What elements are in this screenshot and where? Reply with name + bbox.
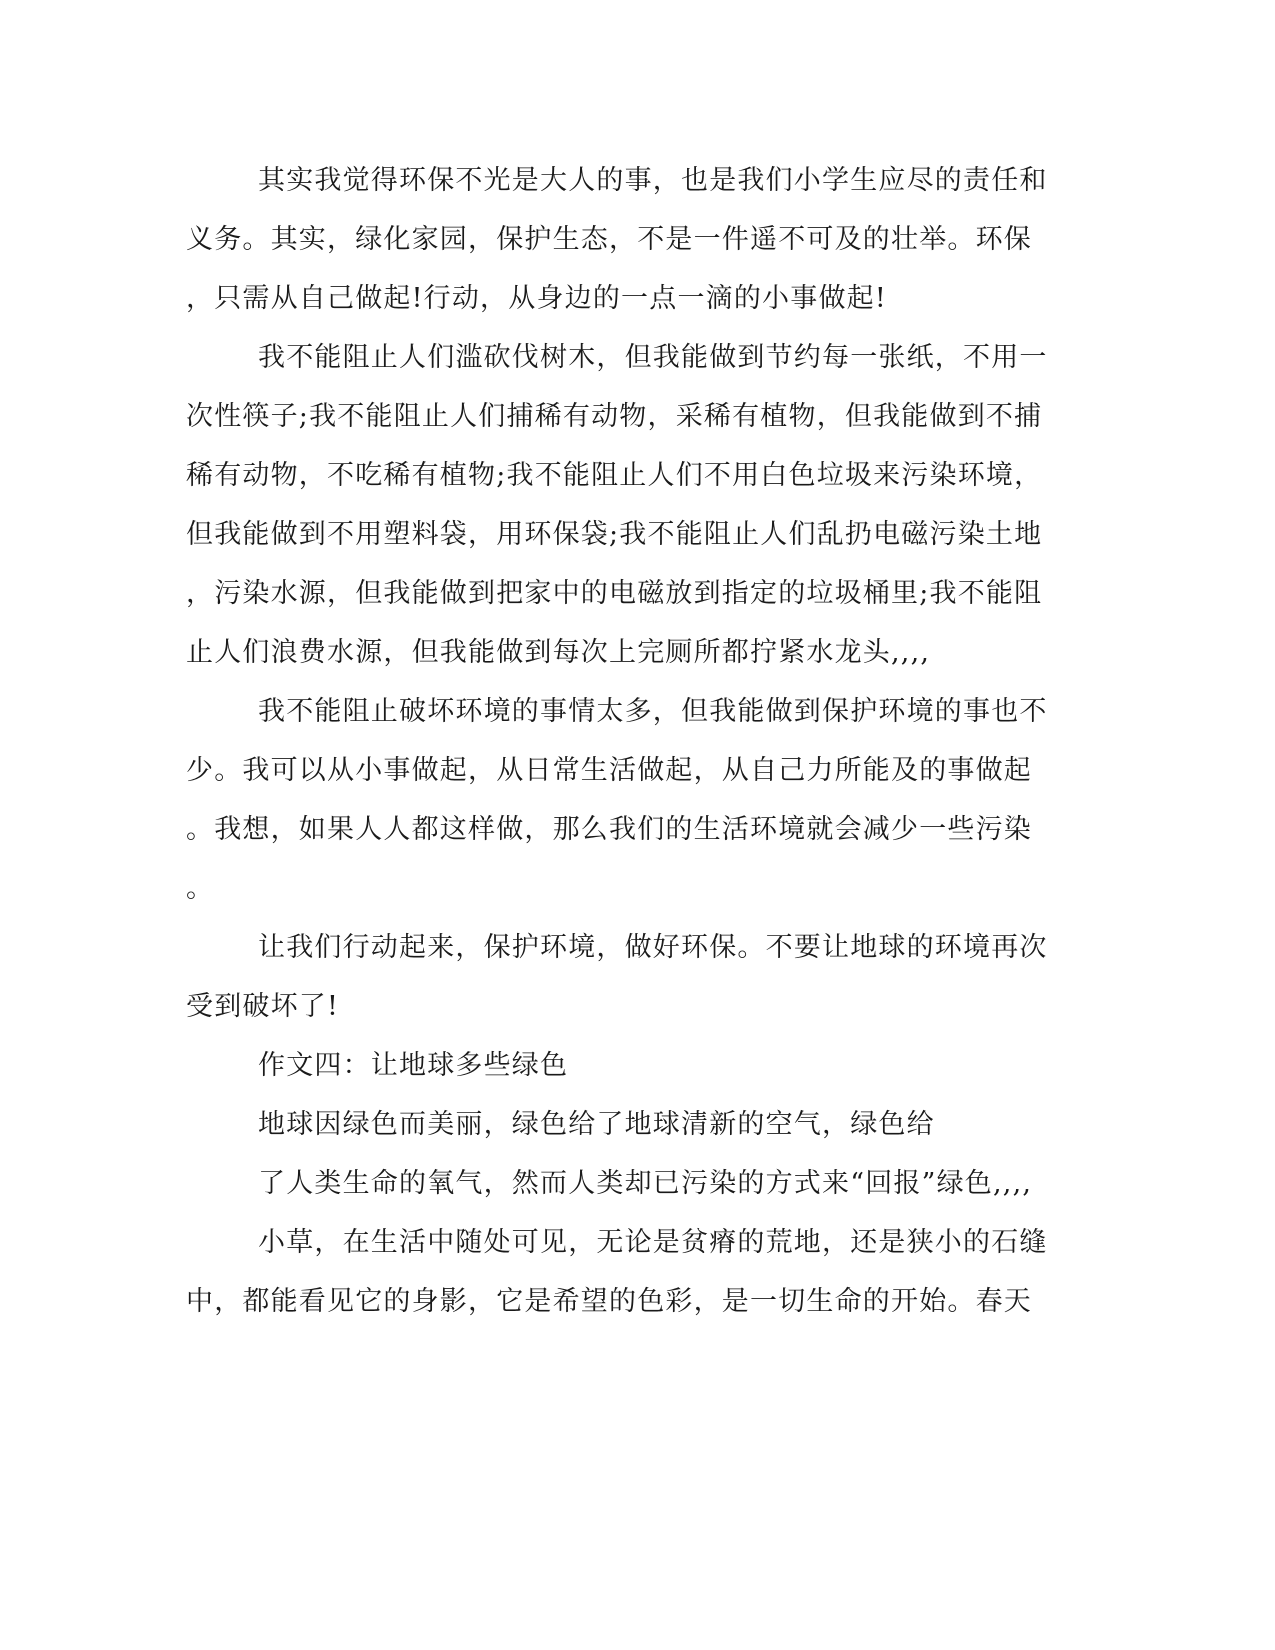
text-line: 止人们浪费水源，但我能做到每次上完厕所都拧紧水龙头,,,,: [186, 637, 931, 668]
text-line: 让我们行动起来，保护环境，做好环保。不要让地球的环境再次: [258, 932, 1048, 963]
text-line: 了人类生命的氧气，然而人类却已污染的方式来“回报”绿色,,,,: [258, 1168, 1033, 1199]
text-line: ，污染水源，但我能做到把家中的电磁放到指定的垃圾桶里;我不能阻: [186, 578, 1043, 609]
text-line: 义务。其实，绿化家园，保护生态，不是一件遥不可及的壮举。环保: [186, 224, 1032, 255]
text-line: 少。我可以从小事做起，从日常生活做起，从自己力所能及的事做起: [186, 755, 1032, 786]
text-line: 。我想，如果人人都这样做，那么我们的生活环境就会减少一些污染: [186, 814, 1032, 845]
text-line: 我不能阻止破坏环境的事情太多，但我能做到保护环境的事也不: [258, 696, 1048, 727]
text-line: 小草，在生活中随处可见，无论是贫瘠的荒地，还是狭小的石缝: [258, 1227, 1048, 1258]
text-line: 中，都能看见它的身影，它是希望的色彩，是一切生命的开始。春天: [186, 1286, 1032, 1317]
text-line: 稀有动物，不吃稀有植物;我不能阻止人们不用白色垃圾来污染环境，: [186, 460, 1043, 491]
text-line: 受到破坏了!: [186, 991, 340, 1022]
section-heading: 作文四：让地球多些绿色: [258, 1050, 569, 1081]
text-line: 。: [186, 873, 215, 904]
text-line: 地球因绿色而美丽，绿色给了地球清新的空气，绿色给: [258, 1109, 935, 1140]
text-line: ，只需从自己做起!行动，从身边的一点一滴的小事做起!: [186, 283, 887, 314]
text-line: 次性筷子;我不能阻止人们捕稀有动物，采稀有植物，但我能做到不捕: [186, 401, 1043, 432]
text-line: 其实我觉得环保不光是大人的事，也是我们小学生应尽的责任和: [258, 165, 1048, 196]
text-line: 我不能阻止人们滥砍伐树木，但我能做到节约每一张纸，不用一: [258, 342, 1048, 373]
text-line: 但我能做到不用塑料袋，用环保袋;我不能阻止人们乱扔电磁污染土地: [186, 519, 1043, 550]
